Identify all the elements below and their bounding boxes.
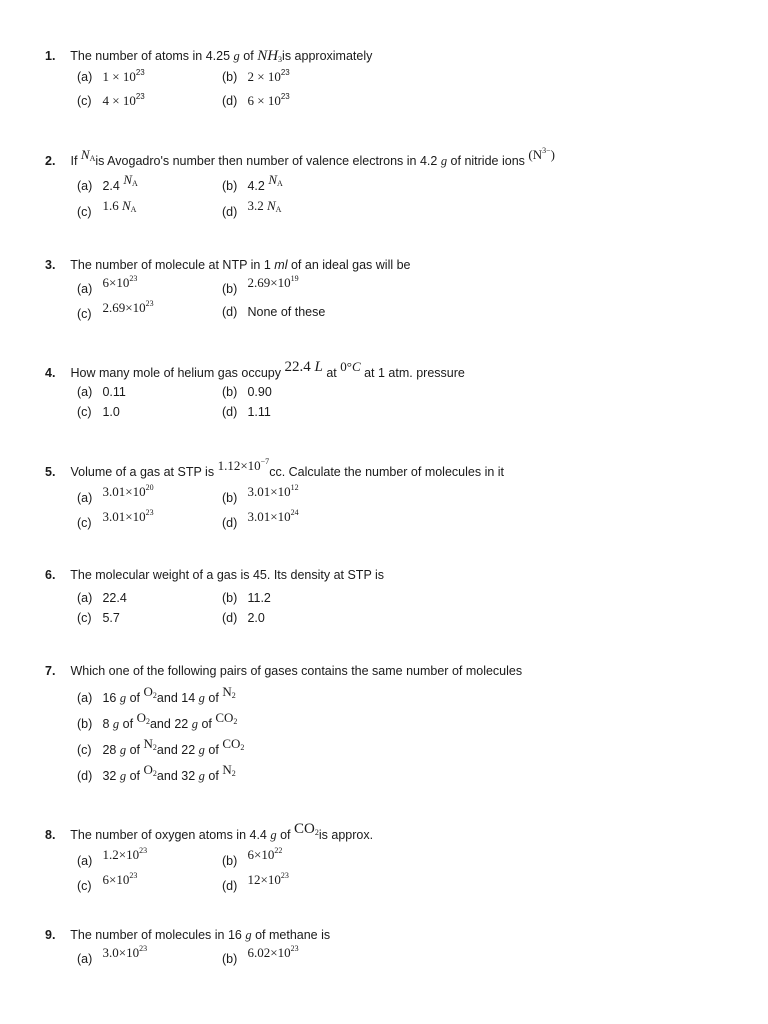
option[interactable]: (d) 3.2 $N_A$	[222, 198, 282, 219]
option[interactable]: (b) 11.2	[222, 591, 271, 605]
option[interactable]: (a) 16 g of $O_2and$ 14 g of $N_2$	[77, 684, 236, 705]
option[interactable]: (c) 28 g of $N_2and$ 22 g of $CO_2$	[77, 736, 245, 757]
option[interactable]: (a) 2.4 $N_A$	[77, 172, 138, 193]
option[interactable]: (a) 22.4	[77, 591, 127, 605]
option[interactable]: (a) $6\times 10^{23}$	[77, 274, 138, 296]
option[interactable]: (d) 1.11	[222, 405, 271, 419]
option[interactable]: (c) 1.6 $N_A$	[77, 198, 137, 219]
option[interactable]: (d) 32 g of $O_2and$ 32 g of $N_2$	[77, 762, 236, 783]
option[interactable]: (b) 8 g of $O_2and$ 22 g of $CO_2$	[77, 710, 238, 731]
option[interactable]: (a) $3.0\times 10^{23}$	[77, 944, 148, 966]
question-7-text: 7. Which one of the following pairs of gases contains the same number of molecules	[45, 664, 523, 678]
option[interactable]: (a) $3.01\times 10^{20}$	[77, 483, 154, 505]
option[interactable]: (c) $4 \times 10^{23}$	[77, 92, 145, 108]
option[interactable]: (c) $6\times 10^{23}$	[77, 871, 138, 893]
option[interactable]: (b) $6\times 10^{22}$	[222, 846, 283, 868]
option[interactable]: (b) $2.69\times 10^{19}$	[222, 274, 299, 296]
question-6-text: 6. The molecular weight of a gas is 45. Its density at STP is	[45, 568, 385, 582]
question-9-text: 9. The number of molecules in 16 g of methane is	[45, 928, 331, 942]
option[interactable]: (b) 0.90	[222, 385, 272, 399]
option[interactable]: (d) $6 \times 10^{23}$	[222, 92, 290, 108]
question-5-text: 5. Volume of a gas at STP is $1.12\times 10^{-7}cc$. Calculate the number of molecules in it	[45, 457, 505, 479]
question-2-text: 2. If $N_Ais$ Avogadro's number then number of valence electrons in 4.2 g of nitride ions $(N^{3-})$	[45, 146, 555, 168]
option[interactable]: (c) 5.7	[77, 611, 120, 625]
option[interactable]: (b) 4.2 $N_A$	[222, 172, 283, 193]
question-1-text: 1. The number of atoms in 4.25 g of $NH_3is$ approximately	[45, 48, 373, 64]
option[interactable]: (b) $6.02\times 10^{23}$	[222, 944, 299, 966]
question-4-text: 4. How many mole of helium gas occupy 22.4 L at 0°C at 1 atm. pressure	[45, 359, 465, 380]
option[interactable]: (c) $2.69\times 10^{23}$	[77, 299, 154, 321]
option[interactable]: (a) 0.11	[77, 385, 126, 399]
question-8-text: 8. The number of oxygen atoms in 4.4 g of $CO_2is$ approx.	[45, 821, 374, 842]
option[interactable]: (d) None of these	[222, 305, 326, 319]
option[interactable]: (d) $3.01\times 10^{24}$	[222, 508, 299, 530]
option[interactable]: (a) $1.2\times 10^{23}$	[77, 846, 148, 868]
question-3-text: 3. The number of molecule at NTP in 1 ml of an ideal gas will be	[45, 258, 411, 272]
option[interactable]: (c) 1.0	[77, 405, 120, 419]
option[interactable]: (d) 2.0	[222, 611, 265, 625]
option[interactable]: (c) $3.01\times 10^{23}$	[77, 508, 154, 530]
option[interactable]: (d) $12\times 10^{23}$	[222, 871, 289, 893]
option[interactable]: (a) $1 \times 10^{23}$	[77, 68, 145, 84]
option[interactable]: (b) $2 \times 10^{23}$	[222, 68, 290, 84]
option[interactable]: (b) $3.01\times 10^{12}$	[222, 483, 299, 505]
